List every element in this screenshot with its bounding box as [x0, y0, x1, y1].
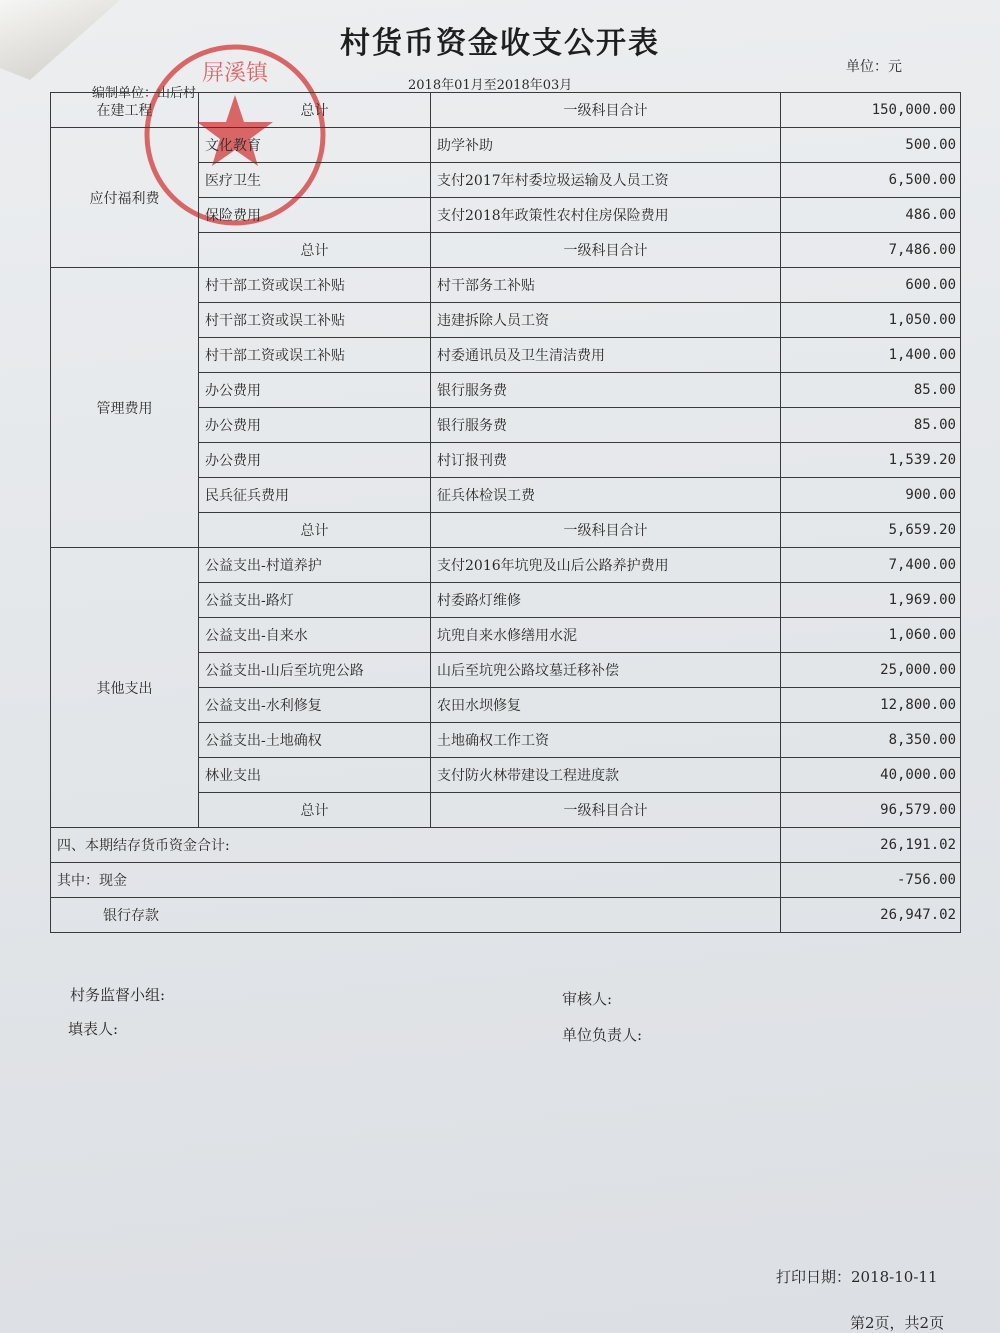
- subcategory-cell: 公益支出-山后至坑兜公路: [199, 653, 431, 688]
- page-number: 第2页，共2页: [850, 1314, 945, 1332]
- subcategory-cell: 公益支出-路灯: [199, 583, 431, 618]
- subcategory-cell: 总计: [199, 93, 431, 128]
- bank-label: 银行存款: [51, 898, 781, 933]
- subcategory-cell: 公益支出-土地确权: [199, 723, 431, 758]
- description-cell: 违建拆除人员工资: [431, 303, 781, 338]
- amount-cell: 25,000.00: [781, 653, 961, 688]
- leader-signature-label: 单位负责人:: [562, 1026, 643, 1044]
- table-row: [51, 863, 961, 898]
- category-cell: 管理费用: [51, 268, 199, 548]
- category-cell: 其他支出: [51, 548, 199, 828]
- description-cell: 征兵体检误工费: [431, 478, 781, 513]
- description-cell: 支付2016年坑兜及山后公路养护费用: [431, 548, 781, 583]
- amount-cell: -756.00: [781, 863, 961, 898]
- amount-cell: 12,800.00: [781, 688, 961, 723]
- amount-cell: 40,000.00: [781, 758, 961, 793]
- description-cell: 一级科目合计: [431, 793, 781, 828]
- description-cell: 村订报刊费: [431, 443, 781, 478]
- description-cell: 村委通讯员及卫生清洁费用: [431, 338, 781, 373]
- description-cell: 银行服务费: [431, 408, 781, 443]
- subcategory-cell: 公益支出-村道养护: [199, 548, 431, 583]
- amount-cell: 1,050.00: [781, 303, 961, 338]
- amount-cell: 486.00: [781, 198, 961, 233]
- subcategory-cell: 办公费用: [199, 373, 431, 408]
- description-cell: 一级科目合计: [431, 93, 781, 128]
- amount-cell: 1,060.00: [781, 618, 961, 653]
- description-cell: 一级科目合计: [431, 233, 781, 268]
- cash-label: 其中：现金: [51, 863, 781, 898]
- subcategory-cell: 保险费用: [199, 198, 431, 233]
- amount-cell: 500.00: [781, 128, 961, 163]
- subcategory-cell: 林业支出: [199, 758, 431, 793]
- subcategory-cell: 总计: [199, 513, 431, 548]
- description-cell: 坑兜自来水修缮用水泥: [431, 618, 781, 653]
- subcategory-cell: 公益支出-水利修复: [199, 688, 431, 723]
- table-row: [51, 548, 961, 583]
- table-row: [51, 93, 961, 128]
- description-cell: 支付2017年村委垃圾运输及人员工资: [431, 163, 781, 198]
- balance-label: 四、本期结存货币资金合计:: [51, 828, 781, 863]
- subcategory-cell: 总计: [199, 233, 431, 268]
- category-cell: 应付福利费: [51, 128, 199, 268]
- fund-table: [50, 92, 961, 933]
- subcategory-cell: 民兵征兵费用: [199, 478, 431, 513]
- description-cell: 支付2018年政策性农村住房保险费用: [431, 198, 781, 233]
- supervision-signature-label: 村务监督小组:: [70, 986, 166, 1004]
- print-date: 打印日期：2018-10-11: [776, 1268, 938, 1286]
- description-cell: 助学补助: [431, 128, 781, 163]
- amount-cell: 1,400.00: [781, 338, 961, 373]
- amount-cell: 1,539.20: [781, 443, 961, 478]
- subcategory-cell: 办公费用: [199, 443, 431, 478]
- table-row: [51, 828, 961, 863]
- org-label: 编制单位：山后村: [92, 86, 197, 101]
- amount-cell: 85.00: [781, 373, 961, 408]
- filler-signature-label: 填表人:: [68, 1020, 119, 1038]
- amount-cell: 96,579.00: [781, 793, 961, 828]
- subcategory-cell: 村干部工资或误工补贴: [199, 268, 431, 303]
- description-cell: 土地确权工作工资: [431, 723, 781, 758]
- subcategory-cell: 总计: [199, 793, 431, 828]
- amount-cell: 7,400.00: [781, 548, 961, 583]
- document-title: 村货币资金收支公开表: [340, 26, 660, 61]
- amount-cell: 900.00: [781, 478, 961, 513]
- subcategory-cell: 村干部工资或误工补贴: [199, 303, 431, 338]
- subcategory-cell: 公益支出-自来水: [199, 618, 431, 653]
- period-label: 2018年01月至2018年03月: [408, 78, 573, 93]
- table-row: [51, 268, 961, 303]
- description-cell: 一级科目合计: [431, 513, 781, 548]
- amount-cell: 150,000.00: [781, 93, 961, 128]
- amount-cell: 26,947.02: [781, 898, 961, 933]
- description-cell: 山后至坑兜公路坟墓迁移补偿: [431, 653, 781, 688]
- amount-cell: 1,969.00: [781, 583, 961, 618]
- svg-text:屏溪镇: 屏溪镇: [201, 61, 269, 86]
- amount-cell: 6,500.00: [781, 163, 961, 198]
- reviewer-signature-label: 审核人:: [562, 990, 613, 1008]
- subcategory-cell: 办公费用: [199, 408, 431, 443]
- amount-cell: 85.00: [781, 408, 961, 443]
- subcategory-cell: 医疗卫生: [199, 163, 431, 198]
- category-cell: 在建工程: [51, 93, 199, 128]
- amount-cell: 5,659.20: [781, 513, 961, 548]
- subcategory-cell: 文化教育: [199, 128, 431, 163]
- amount-cell: 7,486.00: [781, 233, 961, 268]
- subcategory-cell: 村干部工资或误工补贴: [199, 338, 431, 373]
- amount-cell: 8,350.00: [781, 723, 961, 758]
- description-cell: 村干部务工补贴: [431, 268, 781, 303]
- description-cell: 支付防火林带建设工程进度款: [431, 758, 781, 793]
- description-cell: 村委路灯维修: [431, 583, 781, 618]
- table-row: [51, 128, 961, 163]
- amount-cell: 26,191.02: [781, 828, 961, 863]
- description-cell: 银行服务费: [431, 373, 781, 408]
- amount-cell: 600.00: [781, 268, 961, 303]
- description-cell: 农田水坝修复: [431, 688, 781, 723]
- unit-label: 单位：元: [846, 59, 902, 75]
- table-row: [51, 898, 961, 933]
